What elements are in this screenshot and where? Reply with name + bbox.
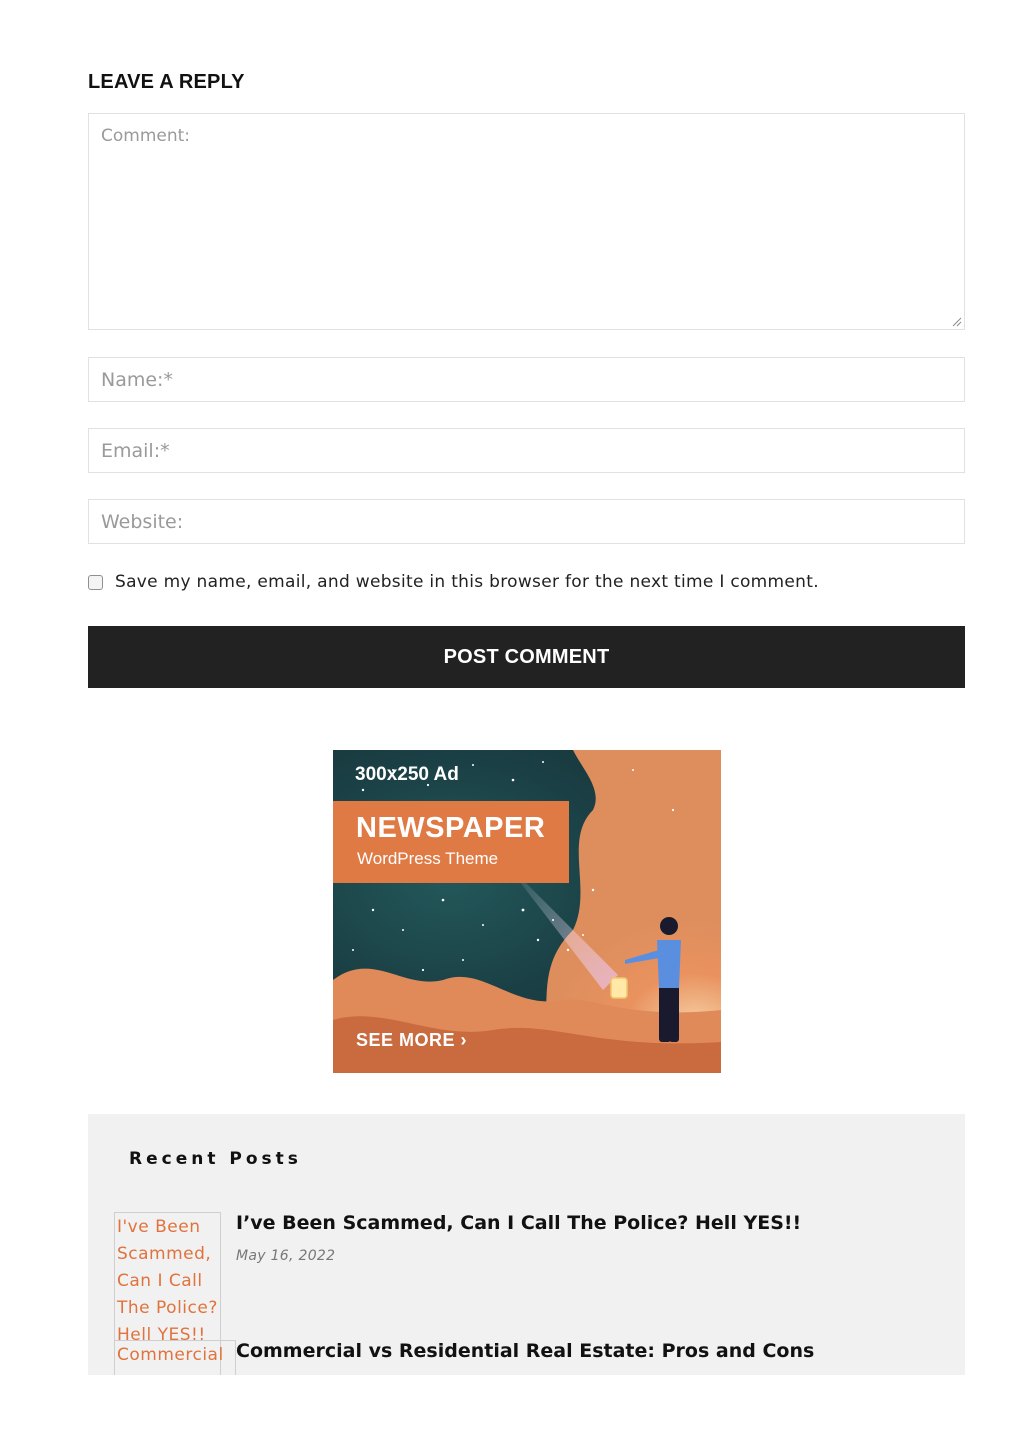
post-thumbnail[interactable]: I've Been Scammed, Can I Call The Police? Hell YES!! (114, 1212, 221, 1375)
save-info-label[interactable]: Save my name, email, and website in this browser for the next time I comment. (115, 572, 819, 592)
name-field[interactable] (88, 357, 965, 402)
post-comment-button[interactable] (88, 626, 965, 688)
post-thumbnail[interactable]: Commercial (114, 1340, 236, 1375)
reply-title: LEAVE A REPLY (88, 71, 245, 93)
post-comment-label: POST COMMENT (443, 645, 610, 668)
post-title-link[interactable]: Commercial vs Residential Real Estate: Pros and Cons (236, 1340, 815, 1362)
website-placeholder: Website: (101, 511, 184, 533)
post-date: May 16, 2022 (236, 1248, 336, 1264)
ad-artwork (333, 750, 721, 1073)
ad-brand-text: NEWSPAPER (356, 812, 546, 844)
post-title-link[interactable]: I’ve Been Scammed, Can I Call The Police? Hell YES!! (236, 1212, 802, 1234)
website-field[interactable] (88, 499, 965, 544)
comment-textarea[interactable] (88, 113, 965, 330)
ad-banner[interactable] (333, 750, 721, 1073)
recent-posts-widget (88, 1114, 965, 1375)
ad-see-more-link[interactable]: SEE MORE › (356, 1030, 468, 1050)
name-placeholder: Name:* (101, 369, 173, 391)
resize-grip-icon[interactable] (952, 317, 962, 327)
comment-placeholder: Comment: (101, 126, 191, 146)
email-field[interactable] (88, 428, 965, 473)
save-info-row (88, 572, 819, 592)
email-placeholder: Email:* (101, 440, 170, 462)
ad-size-label: 300x250 Ad (355, 764, 459, 785)
ad-subtitle: WordPress Theme (357, 849, 499, 868)
recent-posts-title: Recent Posts (129, 1149, 302, 1169)
save-info-checkbox[interactable] (88, 575, 103, 590)
